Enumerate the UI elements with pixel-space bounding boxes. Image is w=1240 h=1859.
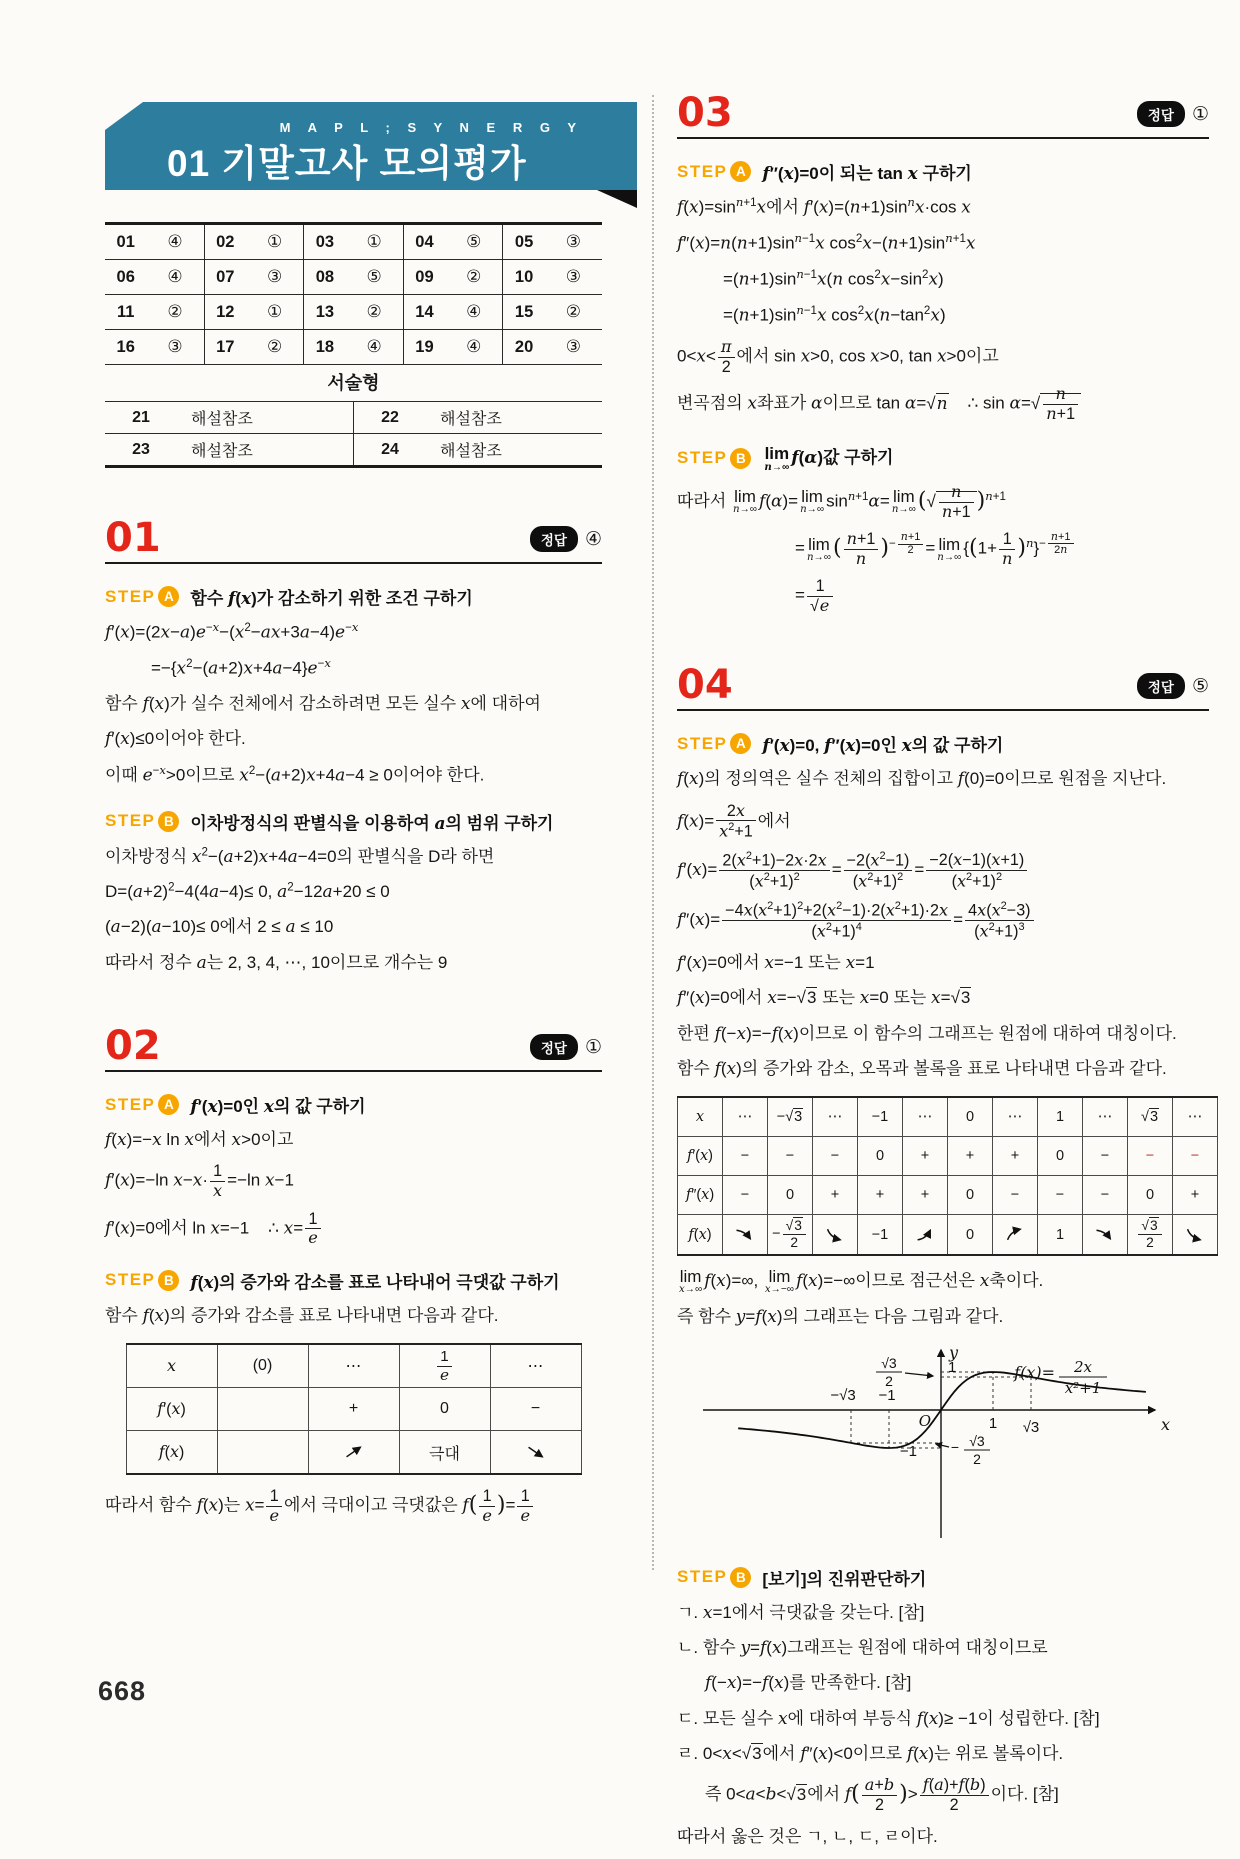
- table-cell: −: [723, 1137, 768, 1176]
- answer-cell: [204, 225, 304, 259]
- answer-cell: [105, 330, 204, 364]
- graph-label: x²+1: [1064, 1378, 1102, 1397]
- answer-cell: [204, 330, 304, 364]
- step-word: STEP: [105, 1094, 156, 1114]
- solution-line: $f''(x)=n(n+1)\sin^{n-1}x$ $\cos^2x-(n+1)\sin^{n+1}x$: [677, 231, 976, 254]
- question-number: 14: [415, 302, 434, 321]
- essay-section-label: 서술형: [105, 365, 602, 402]
- graph-label: x: [1161, 1414, 1171, 1434]
- solution-line: f(x)=−x ln x에서 x>0이고: [105, 1130, 294, 1151]
- question-number: 11: [116, 302, 135, 321]
- graph-label: O: [918, 1411, 931, 1430]
- answer-cell: [502, 260, 602, 294]
- table-cell: [490, 1431, 581, 1475]
- answer-cell: [303, 295, 403, 329]
- graph-label: −: [950, 1438, 960, 1455]
- table-cell: +: [903, 1176, 948, 1215]
- problem-number: 01: [105, 515, 161, 561]
- step-word: STEP: [105, 811, 156, 831]
- graph-label: −1: [878, 1386, 896, 1404]
- question-number: 22: [381, 408, 399, 426]
- step-word: STEP: [677, 161, 728, 181]
- graph-label: y: [949, 1342, 959, 1362]
- trend-arrow-icu: [913, 1226, 937, 1243]
- answer-badge-pill: 정답: [530, 1034, 578, 1060]
- function-graph: [691, 1340, 1191, 1545]
- problem-body-02: [105, 1092, 602, 1525]
- essay-cell: [105, 434, 353, 465]
- table-cell: $\frac{1}{e}$: [399, 1344, 490, 1388]
- solution-line: ㄴ. 함수 y=f(x)그래프는 원점에 대하여 대칭이므로: [677, 1638, 1048, 1659]
- question-answer: ③: [565, 337, 581, 356]
- answer-badge-pill: 정답: [1137, 101, 1185, 127]
- question-answer: ③: [565, 267, 581, 286]
- solution-line: = 1 √ e: [677, 577, 1209, 615]
- solution-line: f″(x)=0에서 x=− √ 3 또는 x=0 또는 x= √ 3: [677, 985, 1209, 1011]
- table-cell: 1: [1038, 1097, 1083, 1137]
- question-number: 19: [415, 337, 434, 356]
- solution-line: $f(x)=\sin^{n+1}x$에서 $f'(x)=(n+1)\sin^nx\cdot\cos$ x: [677, 195, 971, 218]
- problem-02-header: [105, 1023, 602, 1072]
- problem-body-03: [677, 159, 1209, 615]
- problem-number: 02: [105, 1023, 161, 1070]
- solution-line: f′(x)=0에서 x=−1 또는 x=1: [677, 953, 875, 974]
- solution-line: 따라서 함수 f(x)는 x= $\frac{1}{e}$ 에서 극대이고 극댓값은 f( $\frac{1}{e}$ )= $\frac{1}{e}$: [105, 1487, 602, 1525]
- table-cell: 극대: [399, 1431, 490, 1475]
- step-word: STEP: [105, 1270, 156, 1290]
- solution-line: 즉 함수 y=f(x)의 그래프는 다음 그림과 같다.: [677, 1307, 1004, 1328]
- step-badge: A: [730, 161, 751, 182]
- table-cell: ⋯: [723, 1097, 768, 1137]
- solution-line: f(−x)=−f(x)를 만족한다. [참]: [705, 1673, 912, 1694]
- question-number: 15: [514, 302, 534, 321]
- problem-03: [677, 90, 1209, 615]
- table-cell: −: [1128, 1137, 1173, 1176]
- answer-cell: [403, 260, 503, 294]
- table-cell: [1083, 1215, 1128, 1255]
- question-number: 21: [132, 408, 150, 426]
- answer-badge-value: ⑤: [1191, 675, 1209, 697]
- answer-cell: [303, 225, 403, 259]
- answer-grid: [105, 225, 602, 365]
- table-row: [678, 1176, 1218, 1215]
- table-cell: (0): [217, 1344, 308, 1388]
- table-cell: +: [813, 1176, 858, 1215]
- table-row-label: f(x): [678, 1215, 723, 1255]
- step-title: f′(x)=0인 x의 값 구하기: [190, 1097, 366, 1118]
- table-row: [126, 1431, 581, 1475]
- problem-04-header: [677, 662, 1209, 711]
- step-heading: [677, 731, 1209, 756]
- table-cell: 0: [1038, 1137, 1083, 1176]
- solution-line: $=(n+1)\sin^{n-1}x$ $\cos^2x(n-\tan^2x)$: [723, 303, 946, 326]
- left-column: [105, 100, 602, 1534]
- table-cell: +: [308, 1388, 399, 1431]
- question-answer: 해설참조: [440, 411, 502, 428]
- answer-badge: [530, 1034, 602, 1064]
- step-heading: [105, 1268, 602, 1293]
- question-number: 06: [116, 267, 135, 286]
- solution-line: $=-\{x^2-(a+2)x+4a-4\}e^{-x}$: [151, 656, 331, 679]
- essay-rows: [105, 402, 602, 465]
- table-row: [678, 1215, 1218, 1255]
- table-cell: 0: [768, 1176, 813, 1215]
- table-cell: −: [1173, 1137, 1218, 1176]
- answer-cell: [403, 295, 503, 329]
- answer-row: [105, 295, 602, 330]
- step-word: STEP: [677, 448, 728, 468]
- table-cell: 0: [948, 1097, 993, 1137]
- graph-label: 1: [988, 1414, 998, 1432]
- step-title: f′(x)=0, f″(x)=0인 x의 값 구하기: [762, 736, 1004, 757]
- solution-line: 변곡점의 x좌표가 α이므로 tan α= √ n ∴ sin α= √ $\frac{n}{n+1}$: [677, 385, 1209, 423]
- step-word: STEP: [677, 1567, 728, 1587]
- answer-badge-value: ④: [584, 528, 602, 550]
- table-cell: 0: [948, 1176, 993, 1215]
- chapter-banner: [105, 100, 637, 210]
- question-answer: ②: [167, 302, 183, 321]
- question-answer: ①: [366, 232, 382, 251]
- right-column: [677, 90, 1209, 1859]
- step-heading: [677, 1565, 1209, 1590]
- step-badge: A: [730, 733, 751, 754]
- step-heading: [105, 809, 602, 834]
- pointer-arrow: [936, 1444, 949, 1447]
- graph-label: √3: [881, 1354, 897, 1371]
- table-cell: +: [948, 1137, 993, 1176]
- solution-line: f′(x)≤0이어야 한다.: [105, 729, 246, 750]
- essay-cell: [353, 434, 602, 465]
- problem-01-header: [105, 515, 602, 564]
- question-answer: ②: [466, 267, 482, 286]
- table-row-label: f′(x): [678, 1137, 723, 1176]
- answer-row: [105, 225, 602, 260]
- solution-line: = lim n→∞ ( $\frac{n+1}{n}$ )$^{- \frac{n+1}{2}}$ = lim n→∞ {(1+ $\frac{1}{n}$ )$^n$}$^{- \frac{n+1}{2n}}$: [677, 530, 1209, 568]
- trend-arrow-u: [342, 1443, 366, 1460]
- answer-badge: [1137, 673, 1209, 703]
- trend-arrow-d: [524, 1443, 548, 1460]
- table-cell: [813, 1215, 858, 1255]
- question-number: 02: [216, 232, 235, 251]
- question-number: 05: [514, 232, 534, 251]
- question-answer: ④: [366, 337, 382, 356]
- page-number: 668: [98, 1676, 147, 1706]
- question-number: 18: [315, 337, 335, 356]
- step-heading: [677, 159, 1209, 184]
- answer-badge: [530, 526, 602, 556]
- solution-line: $=(n+1)\sin^{n-1}x(n$ $\cos^2x-\sin^2x$): [723, 267, 944, 290]
- table-cell: [217, 1388, 308, 1431]
- question-answer: ④: [466, 302, 482, 321]
- table-row: [126, 1388, 581, 1431]
- question-answer: ⑤: [366, 267, 382, 286]
- question-answer: ③: [565, 232, 581, 251]
- table-cell: ⋯: [490, 1344, 581, 1388]
- question-number: 04: [415, 232, 434, 251]
- table-cell: −: [490, 1388, 581, 1431]
- solution-line: 이차방정식 $x^2-(a+2)x+4a-4=0$의 판별식을 D라 하면: [105, 846, 495, 867]
- table-cell: −: [993, 1176, 1038, 1215]
- answer-table: [105, 222, 602, 468]
- answer-cell: [105, 225, 204, 259]
- essay-row: [105, 434, 602, 465]
- graph-label: 1: [948, 1358, 957, 1376]
- table-cell: √ 3: [1128, 1097, 1173, 1137]
- question-answer: ④: [167, 232, 183, 251]
- graph-label: f(x)=: [1014, 1362, 1055, 1382]
- trend-arrow-dcd: [1093, 1226, 1117, 1243]
- step-heading: [105, 1092, 602, 1117]
- solution-line: 0<x< $\frac{\pi}{2}$ 에서 sin x>0, cos x>0, tan x>0이고: [677, 337, 999, 376]
- chapter-title: 01 기말고사 모의평가: [167, 143, 527, 184]
- solution-line: f(x)= $\frac{2x}{x^2+1}$ 에서: [677, 800, 791, 841]
- step-badge: B: [158, 811, 179, 832]
- step-heading: [105, 584, 602, 609]
- question-number: 09: [415, 267, 434, 286]
- increase-decrease-table: [677, 1096, 1218, 1256]
- solution-line: $D=(a+2)^2-4(4a-4)\le 0$, $a^2-12a+20 \le 0$: [105, 881, 390, 903]
- increase-decrease-table: [126, 1343, 582, 1475]
- solution-line: ㄷ. 모든 실수 x에 대하여 부등식 f(x)≥ −1이 성립한다. [참]: [677, 1708, 1100, 1729]
- question-answer: ①: [266, 302, 283, 321]
- solution-line: 따라서 옳은 것은 ㄱ, ㄴ, ㄷ, ㄹ이다.: [677, 1826, 938, 1846]
- table-cell: −: [723, 1176, 768, 1215]
- question-number: 12: [216, 302, 235, 321]
- table-cell: 1: [1038, 1215, 1083, 1255]
- answer-cell: [502, 295, 602, 329]
- answer-cell: [105, 295, 204, 329]
- answer-cell: [502, 330, 602, 364]
- question-number: 07: [216, 267, 235, 286]
- answer-badge-value: ①: [584, 1036, 602, 1058]
- table-row-label: f(x): [126, 1431, 217, 1475]
- table-cell: −: [1083, 1137, 1128, 1176]
- question-answer: ④: [466, 337, 482, 356]
- answer-cell: [403, 330, 503, 364]
- question-answer: ②: [266, 337, 283, 356]
- problem-number: 03: [677, 90, 733, 136]
- step-title: lim n→∞ f(α)값 구하기: [764, 443, 894, 473]
- graph-label: √3: [1022, 1418, 1040, 1436]
- question-answer: ③: [266, 267, 283, 286]
- table-cell: [993, 1215, 1038, 1255]
- step-badge: B: [158, 1270, 179, 1291]
- trend-arrow-dcu: [1183, 1226, 1207, 1243]
- solution-line: 즉 0<a<b< √ 3에서 f( $\frac{a+b}{2}$ )> $\frac{f(a)+f(b)}{2}$ 이다. [참]: [677, 1776, 1209, 1814]
- graph-label: 2: [973, 1450, 981, 1467]
- table-cell: [308, 1431, 399, 1475]
- step-title: 이차방정식의 판별식을 이용하여 a의 범위 구하기: [190, 813, 554, 834]
- step-title: f″(x)=0이 되는 tan x 구하기: [762, 164, 972, 184]
- solution-line: f′(x)= $\frac{2(x^2+1)-2x\cdot 2x}{(x^2+1)^2}$ = $\frac{-2(x^2-1)}{(x^2+1)^2}$ = $\frac{-2(x-1)(x+1)}{(x^2+1)^2}$: [677, 850, 1209, 891]
- question-answer: ①: [266, 232, 283, 251]
- table-cell: ⋯: [1083, 1097, 1128, 1137]
- table-cell: ⋯: [1173, 1097, 1218, 1137]
- table-cell: 0: [948, 1215, 993, 1255]
- problem-number: 04: [677, 662, 733, 709]
- table-cell: 0: [399, 1388, 490, 1431]
- table-row: [126, 1344, 581, 1388]
- problem-body-01: [105, 584, 602, 976]
- banner-fold-triangle: [597, 190, 637, 208]
- solution-line: 따라서 정수 a는 2, 3, 4, ⋯, 10이므로 개수는 9: [105, 952, 448, 973]
- graph-label: −1: [899, 1442, 917, 1460]
- table-cell: [903, 1215, 948, 1255]
- answer-badge-pill: 정답: [530, 526, 578, 552]
- table-cell: x: [126, 1344, 217, 1388]
- step-word: STEP: [677, 733, 728, 753]
- solution-line: 함수 f(x)의 증가와 감소를 표로 나타내면 다음과 같다.: [105, 1305, 499, 1326]
- table-row-label: f″(x): [678, 1176, 723, 1215]
- question-number: 08: [315, 267, 335, 286]
- answer-cell: [105, 260, 204, 294]
- table-cell: ⋯: [903, 1097, 948, 1137]
- graph-label: 2: [885, 1372, 893, 1389]
- pointer-arrow: [905, 1373, 933, 1376]
- table-cell: √ $\frac{3}{2}$: [1128, 1215, 1173, 1255]
- step-badge: A: [158, 1094, 179, 1115]
- column-divider: [652, 95, 654, 1570]
- table-cell: ⋯: [308, 1344, 399, 1388]
- problem-02: [105, 1023, 602, 1525]
- table-cell: +: [1173, 1176, 1218, 1215]
- question-number: 24: [381, 440, 399, 458]
- solution-line: 이때 $e^{-x}>0$이므로 $x^2-(a+2)x+4a-4 \ge 0$이어야 한다.: [105, 762, 485, 786]
- answer-cell: [204, 260, 304, 294]
- table-cell: − √ $\frac{3}{2}$: [768, 1215, 813, 1255]
- graph-label: 2x: [1073, 1357, 1093, 1376]
- solution-line: f″(x)= $\frac{-4x(x^2+1)^2+2(x^2-1)\cdot 2(x^2+1)\cdot 2x}{(x^2+1)^4}$ = $\frac{4x(x^2-3)}{(x^2+1)^3}$: [677, 900, 1209, 941]
- answer-row: [105, 330, 602, 365]
- table-cell: [723, 1215, 768, 1255]
- table-cell: −: [813, 1137, 858, 1176]
- trend-arrow-dcu: [823, 1226, 847, 1243]
- answer-row: [105, 260, 602, 295]
- table-row: [678, 1137, 1218, 1176]
- solution-line: f(x)의 정의역은 실수 전체의 집합이고 f(0)=0이므로 원점을 지난다.: [677, 769, 1167, 790]
- question-answer: ③: [167, 337, 183, 356]
- table-cell: x: [678, 1097, 723, 1137]
- solution-line: f′(x)=−ln x−x· $\frac{1}{x}$ =−ln x−1: [105, 1162, 294, 1200]
- question-number: 01: [116, 232, 135, 251]
- question-answer: ②: [366, 302, 382, 321]
- table-cell: [217, 1431, 308, 1475]
- question-answer: 해설참조: [191, 411, 253, 428]
- solution-line: lim x→∞ f(x)=∞, lim x→−∞ f(x)=−∞이므로 점근선은 x축이다.: [679, 1267, 1044, 1296]
- table-cell: [1173, 1215, 1218, 1255]
- table-cell: ⋯: [813, 1097, 858, 1137]
- answer-cell: [303, 260, 403, 294]
- problem-04: [677, 662, 1209, 1850]
- trend-arrow-icd: [1003, 1226, 1027, 1243]
- solution-line: (a−2)(a−10)≤ 0에서 2 ≤ a ≤ 10: [105, 917, 334, 938]
- graph-label: √3: [969, 1432, 985, 1449]
- brand-text: M A P L ; S Y N E R G Y: [279, 120, 583, 135]
- step-badge: B: [730, 1567, 751, 1588]
- table-cell: ⋯: [993, 1097, 1038, 1137]
- solution-line: ㄹ. 0<x< √ 3에서 f″(x)<0이므로 f(x)는 위로 볼록이다.: [677, 1741, 1209, 1767]
- solution-line: 따라서 lim n→∞ f(α)= lim n→∞ $\sin^{n+1}\alpha= \lim$ n→∞ ( √ $\frac{n}{n+1}$ )$^{n+1}$: [677, 483, 1209, 521]
- essay-cell: [105, 402, 353, 433]
- step-title: f(x)의 증가와 감소를 표로 나타내어 극댓값 구하기: [190, 1272, 560, 1293]
- graph-label: −√3: [830, 1386, 856, 1404]
- solution-line: $f'(x)=(2x-a)e^{-x}-(x^2-ax+3a-4)e^{-x}$: [105, 620, 359, 643]
- question-number: 13: [315, 302, 335, 321]
- solution-line: 함수 f(x)가 실수 전체에서 감소하려면 모든 실수 x에 대하여: [105, 694, 541, 714]
- problem-03-header: [677, 90, 1209, 139]
- table-cell: −: [1038, 1176, 1083, 1215]
- answer-cell: [502, 225, 602, 259]
- question-answer: 해설참조: [191, 443, 253, 460]
- question-answer: ④: [167, 267, 183, 286]
- table-cell: +: [903, 1137, 948, 1176]
- table-cell: 0: [1128, 1176, 1173, 1215]
- answer-cell: [204, 295, 304, 329]
- table-cell: − √ 3: [768, 1097, 813, 1137]
- step-title: 함수 f(x)가 감소하기 위한 조건 구하기: [190, 589, 473, 609]
- solution-line: f′(x)=0에서 ln x=−1 ∴ x= $\frac{1}{e}$: [105, 1210, 602, 1248]
- solution-line: ㄱ. x=1에서 극댓값을 갖는다. [참]: [677, 1602, 925, 1623]
- step-badge: B: [730, 448, 751, 469]
- table-row: [678, 1097, 1218, 1137]
- question-number: 03: [315, 232, 335, 251]
- table-cell: +: [858, 1176, 903, 1215]
- problem-body-04: [677, 731, 1209, 1850]
- question-number: 23: [132, 440, 150, 458]
- problem-01: [105, 515, 602, 976]
- question-answer: ②: [565, 302, 581, 321]
- table-cell: −: [1083, 1176, 1128, 1215]
- question-answer: 해설참조: [440, 443, 502, 460]
- answer-badge-value: ①: [1191, 103, 1209, 125]
- table-cell: −1: [858, 1215, 903, 1255]
- step-heading: [677, 443, 1209, 473]
- essay-row: [105, 402, 602, 434]
- table-cell: 0: [858, 1137, 903, 1176]
- essay-cell: [353, 402, 602, 433]
- trend-arrow-dcd: [733, 1226, 757, 1243]
- table-cell: −1: [858, 1097, 903, 1137]
- step-badge: A: [158, 586, 179, 607]
- table-cell: +: [993, 1137, 1038, 1176]
- answer-cell: [303, 330, 403, 364]
- answer-cell: [403, 225, 503, 259]
- question-answer: ⑤: [466, 232, 482, 251]
- solution-line: 함수 f(x)의 증가와 감소, 오목과 볼록을 표로 나타내면 다음과 같다.: [677, 1059, 1167, 1080]
- question-number: 20: [514, 337, 534, 356]
- question-number: 10: [514, 267, 534, 286]
- step-title: [보기]의 진위판단하기: [762, 1569, 927, 1589]
- solution-line: 한편 f(−x)=−f(x)이므로 이 함수의 그래프는 원점에 대하여 대칭이다.: [677, 1023, 1177, 1044]
- table-cell: −: [768, 1137, 813, 1176]
- answer-badge-pill: 정답: [1137, 673, 1185, 699]
- answer-badge: [1137, 101, 1209, 131]
- table-row-label: f′(x): [126, 1388, 217, 1431]
- step-word: STEP: [105, 586, 156, 606]
- question-number: 17: [216, 337, 235, 356]
- question-number: 16: [116, 337, 135, 356]
